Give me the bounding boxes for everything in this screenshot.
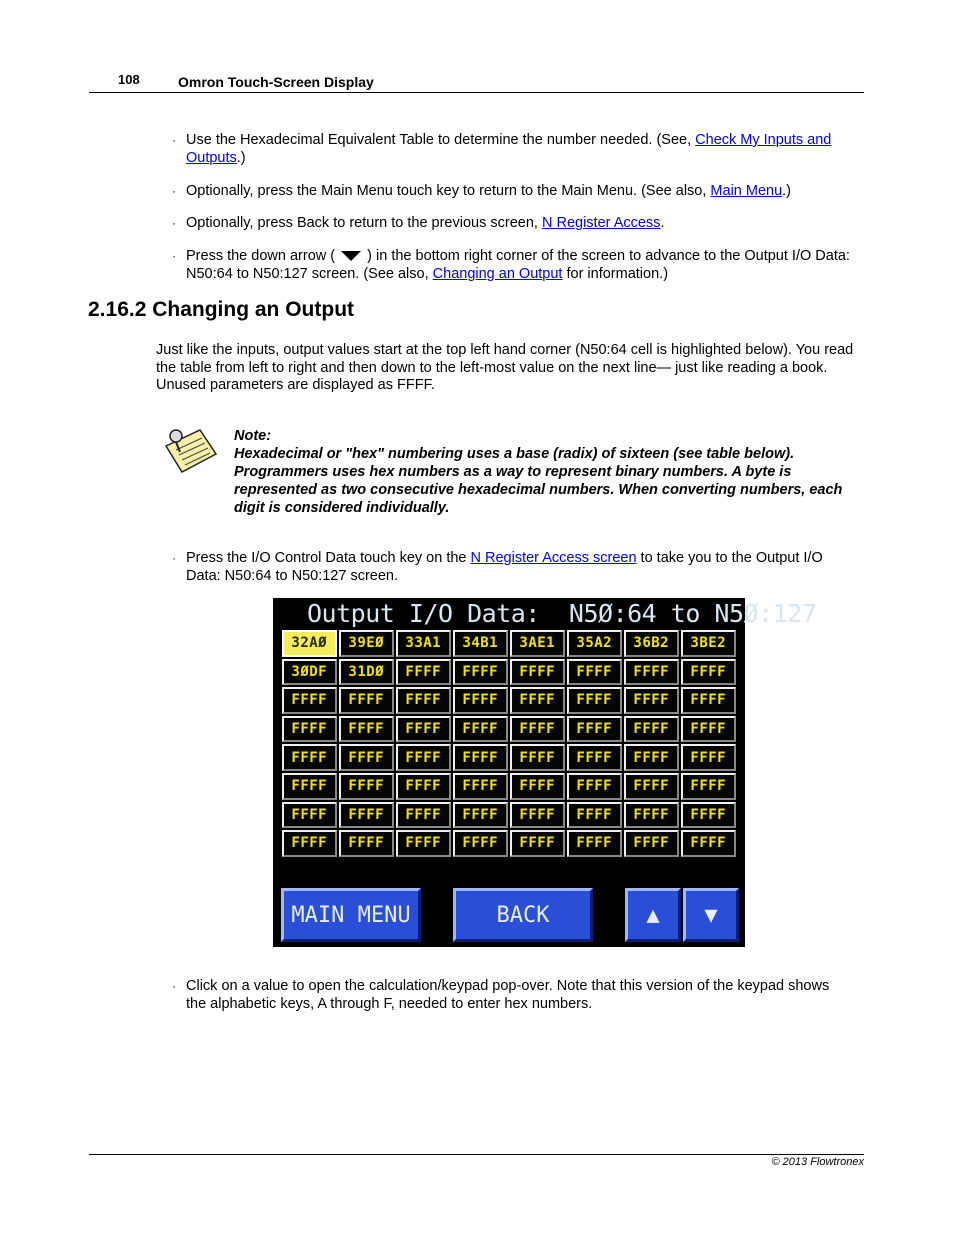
link-n-register-access[interactable]: N Register Access	[541, 215, 661, 231]
bullet-text: Use the Hexadecimal Equivalent Table to determine the number needed. (See,	[186, 132, 696, 148]
data-cell[interactable]: FFFF	[396, 716, 451, 743]
data-cell[interactable]: FFFF	[681, 687, 736, 714]
bullet-text-mid: ) in the bottom right corner of the screen to advance to the Output I/O Data: N50:64 to N50:127 screen. (See also,	[186, 248, 850, 282]
bullet-text-end: .)	[236, 150, 246, 166]
data-cell[interactable]: FFFF	[510, 716, 565, 743]
bullet-dot: ·	[172, 216, 176, 230]
data-cell[interactable]: 31DØ	[339, 659, 394, 686]
bullet-dot: ·	[172, 133, 176, 147]
data-cell[interactable]: FFFF	[681, 744, 736, 771]
data-cell[interactable]: FFFF	[681, 716, 736, 743]
data-cell[interactable]: 35A2	[567, 630, 622, 657]
link-changing-an-output[interactable]: Changing an Output	[432, 266, 563, 282]
data-cell[interactable]: FFFF	[624, 744, 679, 771]
data-cell[interactable]: FFFF	[624, 659, 679, 686]
bullet-dot: ·	[172, 551, 176, 565]
data-cell[interactable]: FFFF	[339, 716, 394, 743]
data-cell[interactable]: 3ØDF	[282, 659, 337, 686]
data-cell[interactable]: FFFF	[339, 830, 394, 857]
data-cell[interactable]: FFFF	[282, 744, 337, 771]
data-cell[interactable]: FFFF	[339, 773, 394, 800]
bullet-text: Press the I/O Control Data touch key on the	[186, 550, 471, 566]
page-footer	[89, 1154, 864, 1168]
intro-paragraph: Just like the inputs, output values start at the top left hand corner (N50:64 cell is highlighted below). You read the table from left to right and then down to the left-most value on the next line— just like reading a book. Unused parameters are displayed as FFFF.	[156, 342, 854, 393]
data-cell[interactable]: FFFF	[396, 744, 451, 771]
down-arrow-button[interactable]: ▼	[683, 888, 739, 942]
link-n-register-access-screen[interactable]: N Register Access screen	[470, 550, 637, 566]
note-block	[234, 427, 854, 517]
data-cell[interactable]: FFFF	[453, 687, 508, 714]
data-cell[interactable]: FFFF	[282, 687, 337, 714]
data-cell[interactable]: FFFF	[453, 773, 508, 800]
page-number: 108	[118, 72, 140, 87]
link-main-menu[interactable]: Main Menu	[710, 183, 783, 199]
data-cell[interactable]: FFFF	[396, 830, 451, 857]
note-label: Note:	[234, 428, 272, 444]
note-text: Hexadecimal or "hex" numbering uses a base (radix) of sixteen (see table below). Programmers uses hex numbers as a way to represent binary numbers. A byte is represented as two consecutive hexadecimal numbers. When converting numbers, each digit is considered individually.	[234, 446, 843, 516]
bullet-text: Optionally, press the Main Menu touch key to return to the Main Menu. (See also,	[186, 183, 711, 199]
data-cell[interactable]: FFFF	[567, 802, 622, 829]
data-cell[interactable]: FFFF	[453, 830, 508, 857]
data-cell[interactable]: FFFF	[339, 802, 394, 829]
data-cell[interactable]: FFFF	[624, 716, 679, 743]
data-cell[interactable]: FFFF	[396, 802, 451, 829]
data-cell[interactable]: 36B2	[624, 630, 679, 657]
data-cell[interactable]: FFFF	[453, 659, 508, 686]
output-data-grid	[282, 629, 737, 858]
data-cell[interactable]: FFFF	[567, 830, 622, 857]
data-cell[interactable]: FFFF	[624, 773, 679, 800]
data-cell[interactable]: FFFF	[510, 744, 565, 771]
data-cell[interactable]: FFFF	[567, 716, 622, 743]
header-title: Omron Touch-Screen Display	[178, 74, 374, 90]
data-cell[interactable]: 32AØ	[282, 630, 337, 657]
bullet-text-end: .)	[782, 183, 792, 199]
data-cell[interactable]: FFFF	[681, 830, 736, 857]
data-cell[interactable]: FFFF	[510, 802, 565, 829]
copyright: © 2013 Flowtronex	[771, 1156, 864, 1168]
data-cell[interactable]: FFFF	[282, 830, 337, 857]
data-cell[interactable]: FFFF	[453, 744, 508, 771]
bullet-text-end: to take you to the Output I/O Data: N50:64 to N50:127 screen.	[186, 550, 823, 584]
data-cell[interactable]: FFFF	[567, 744, 622, 771]
data-cell[interactable]: FFFF	[624, 687, 679, 714]
data-cell[interactable]: FFFF	[681, 802, 736, 829]
data-cell[interactable]: FFFF	[510, 830, 565, 857]
note-pin-icon	[160, 424, 218, 476]
bullet-text: Optionally, press Back to return to the previous screen,	[186, 215, 542, 231]
page-header	[89, 72, 864, 93]
data-cell[interactable]: FFFF	[567, 687, 622, 714]
data-cell[interactable]: 3AE1	[510, 630, 565, 657]
data-cell[interactable]: FFFF	[396, 687, 451, 714]
data-cell[interactable]: FFFF	[510, 659, 565, 686]
data-cell[interactable]: FFFF	[510, 773, 565, 800]
bullet-text: Press the down arrow (	[186, 248, 340, 264]
data-cell[interactable]: 33A1	[396, 630, 451, 657]
main-menu-button[interactable]: MAIN MENU	[281, 888, 421, 942]
data-cell[interactable]: 3BE2	[681, 630, 736, 657]
data-cell[interactable]: FFFF	[339, 687, 394, 714]
bullet-text: Click on a value to open the calculation/keypad pop-over. Note that this version of the keypad shows the alphabetic keys, A through F, needed to enter hex numbers.	[186, 978, 830, 1012]
data-cell[interactable]: FFFF	[282, 802, 337, 829]
data-cell[interactable]: FFFF	[624, 830, 679, 857]
data-cell[interactable]: FFFF	[396, 773, 451, 800]
data-cell[interactable]: FFFF	[282, 716, 337, 743]
data-cell[interactable]: FFFF	[567, 659, 622, 686]
data-cell[interactable]: FFFF	[681, 659, 736, 686]
up-arrow-button[interactable]: ▲	[625, 888, 681, 942]
bullet-dot: ·	[172, 184, 176, 198]
link-check-my-inputs[interactable]: Check My Inputs and Outputs	[186, 132, 832, 166]
data-cell[interactable]: FFFF	[567, 773, 622, 800]
bullet-text-end: for information.)	[562, 266, 669, 282]
data-cell[interactable]: FFFF	[453, 802, 508, 829]
data-cell[interactable]: FFFF	[624, 802, 679, 829]
down-arrow-icon	[341, 251, 361, 261]
data-cell[interactable]: FFFF	[453, 716, 508, 743]
screen-title: Output I/O Data: N5Ø:64 to N5Ø:127	[307, 599, 817, 628]
data-cell[interactable]: 34B1	[453, 630, 508, 657]
data-cell[interactable]: FFFF	[396, 659, 451, 686]
touch-screen-screenshot	[273, 598, 817, 947]
data-cell[interactable]: 39EØ	[339, 630, 394, 657]
section-heading: 2.16.2 Changing an Output	[88, 298, 355, 321]
bullet-dot: ·	[172, 979, 176, 993]
bullet-text-end: .	[660, 215, 665, 231]
data-cell[interactable]: FFFF	[339, 744, 394, 771]
data-cell[interactable]: FFFF	[681, 773, 736, 800]
data-cell[interactable]: FFFF	[282, 773, 337, 800]
data-cell[interactable]: FFFF	[510, 687, 565, 714]
back-button[interactable]: BACK	[453, 888, 593, 942]
bullet-dot: ·	[172, 249, 176, 263]
